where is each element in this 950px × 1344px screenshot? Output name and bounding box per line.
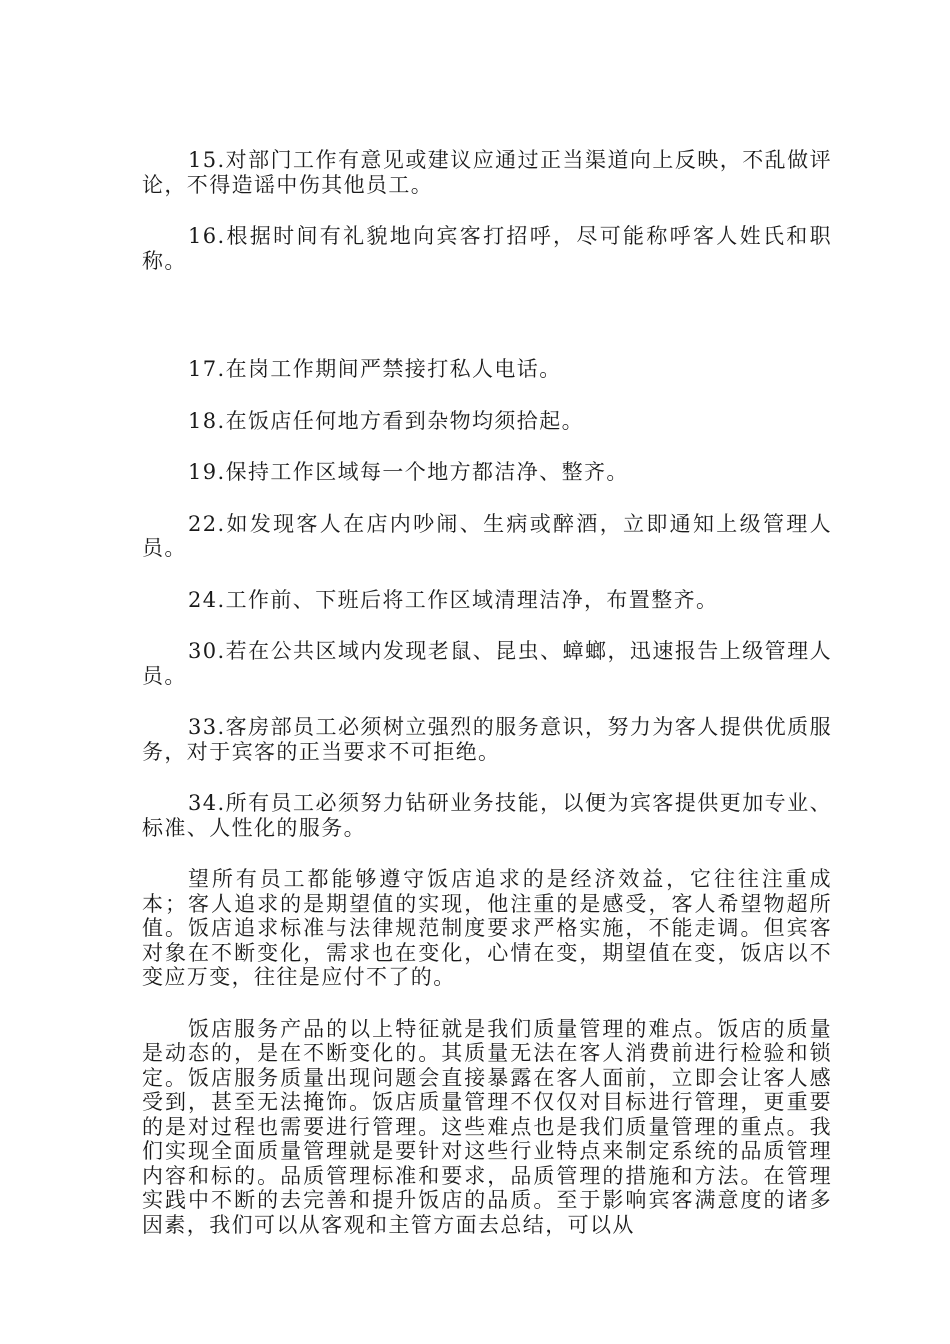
paragraph-rule-17: 17.在岗工作期间严禁接打私人电话。 xyxy=(188,357,562,381)
paragraph-quality-management: 饭店服务产品的以上特征就是我们质量管理的难点。饭店的质量是动态的，是在不断变化的。其质量无法在客人消费前进行检验和锁定。饭店服务质量出现问题会直接暴露在客人面前，立即会让客人感受到，甚至无法掩饰。饭店质量管理不仅仅对目标进行管理，更重要的是对过程也需要进行管理。这些难点也是我们质量管理的重点。我们实现全面质量管理就是要针对这些行业特点来制定系统的品质管理内容和标的。品质管理标准和要求，品质管理的措施和方法。在管理实践中不断的去完善和提升饭店的品质。至于影响宾客满意度的诸多因素，我们可以从客观和主管方面去总结，可以从 xyxy=(142,1016,832,1237)
paragraph-rule-22: 22.如发现客人在店内吵闹、生病或醉酒，立即通知上级管理人员。 xyxy=(142,511,832,560)
paragraph-rule-16: 16.根据时间有礼貌地向宾客打招呼，尽可能称呼客人姓氏和职称。 xyxy=(142,224,832,273)
paragraph-expectation: 望所有员工都能够遵守饭店追求的是经济效益，它往往注重成本；客人追求的是期望值的实现，他注重的是感受，客人希望物超所值。饭店追求标准与法律规范制度要求严格实施，不能走调。但宾客对象在不断变化，需求也在变化，心情在变，期望值在变，饭店以不变应万变，往往是应付不了的。 xyxy=(142,867,832,989)
paragraph-rule-19: 19.保持工作区域每一个地方都洁净、整齐。 xyxy=(188,460,629,484)
paragraph-rule-24: 24.工作前、下班后将工作区域清理洁净，布置整齐。 xyxy=(188,587,719,612)
paragraph-rule-34: 34.所有员工必须努力钻研业务技能，以便为宾客提供更加专业、标准、人性化的服务。 xyxy=(142,791,832,840)
paragraph-rule-30: 30.若在公共区域内发现老鼠、昆虫、蟑螂，迅速报告上级管理人员。 xyxy=(142,639,832,688)
document-body xyxy=(142,148,832,1264)
paragraph-rule-15: 15.对部门工作有意见或建议应通过正当渠道向上反映，不乱做评论，不得造谣中伤其他员工。 xyxy=(142,148,832,197)
paragraph-rule-33: 33.客房部员工必须树立强烈的服务意识，努力为客人提供优质服务，对于宾客的正当要求不可拒绝。 xyxy=(142,715,832,764)
paragraph-rule-18: 18.在饭店任何地方看到杂物均须拾起。 xyxy=(188,408,584,433)
